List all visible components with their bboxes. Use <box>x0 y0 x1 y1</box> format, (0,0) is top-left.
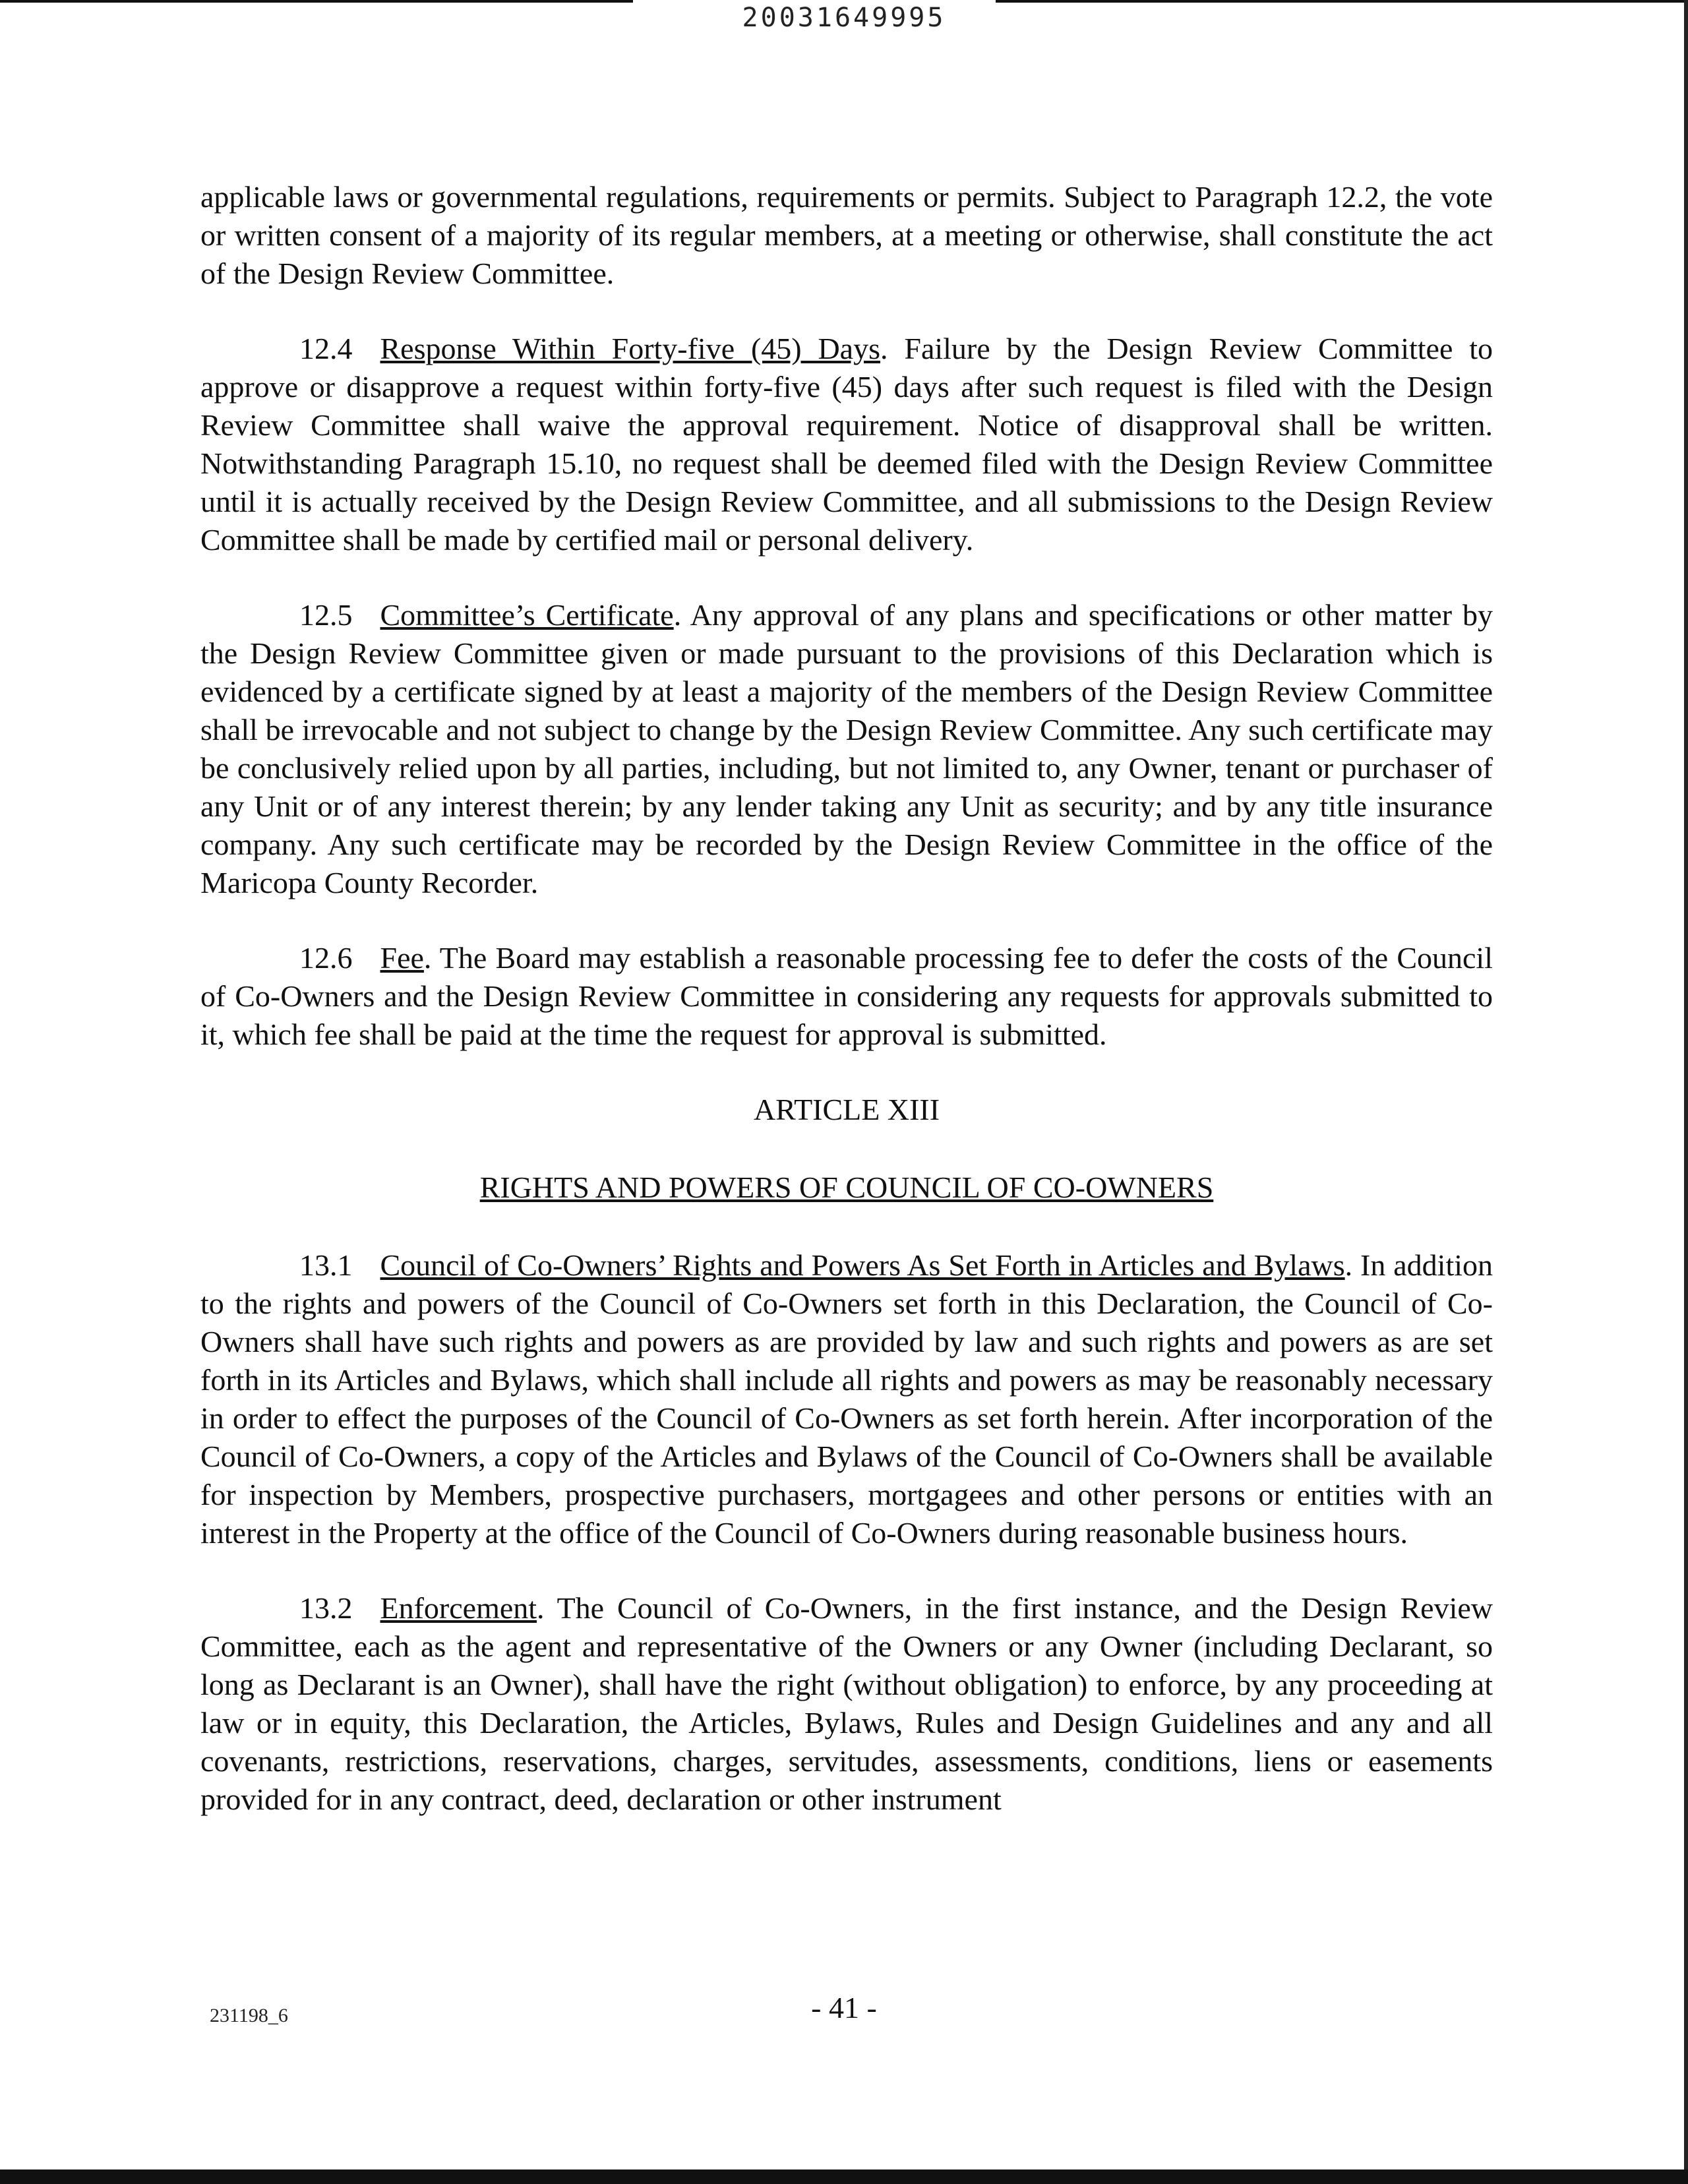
paragraph-12-6 <box>200 939 1493 1054</box>
paragraph-number: 12.5 <box>299 598 353 632</box>
footer-document-code: 231198_6 <box>210 2005 288 2026</box>
article-title: RIGHTS AND POWERS OF COUNCIL OF CO-OWNERS <box>479 1170 1214 1204</box>
paragraph-number: 12.4 <box>299 332 353 365</box>
paragraph-12-5 <box>200 596 1493 902</box>
intro-paragraph: applicable laws or governmental regulations, requirements or permits. Subject to Paragraph 12.2, the vote or written consent of a majority of its regular members, at a meeting or otherwise, shall constitute the act of the Design Review Committee. <box>200 180 1493 290</box>
paragraph-text: . The Board may establish a reasonable processing fee to defer the costs of the Council of Co-Owners and the Design Review Committee in considering any requests for approvals submitted to it, which fee shall be paid at the time the request for approval is submitted. <box>200 941 1493 1051</box>
article-number: ARTICLE XIII <box>753 1093 940 1126</box>
paragraph-heading: Response Within Forty-five (45) Days <box>380 332 881 365</box>
paragraph-12-4 <box>200 330 1493 559</box>
paragraph-text: . The Council of Co-Owners, in the first instance, and the Design Review Committee, each as the agent and representative of the Owners or any Owner (including Declarant, so long as Declarant is an Owner), shall have the right (without obligation) to enforce, by any proceeding at law or in equity, this Declaration, the Articles, Bylaws, Rules and Design Guidelines and any and all covenants, restrictions, reservations, charges, servitudes, assessments, conditions, liens or easements provided for in any contract, deed, declaration or other instrument <box>200 1591 1493 1816</box>
paragraph-text: . Any approval of any plans and specifications or other matter by the Design Review Committee given or made pursuant to the provisions of this Declaration which is evidenced by a certificate signed by at least a majority of the members of the Design Review Committee shall be irrevocable and not subject to change by the Design Review Committee. Any such certificate may be conclusively relied upon by all parties, including, but not limited to, any Owner, tenant or purchaser of any Unit or of any interest therein; by any lender taking any Unit as security; and by any title insurance company. Any such certificate may be recorded by the Design Review Committee in the office of the Maricopa County Recorder. <box>200 598 1493 899</box>
paragraph-heading: Enforcement <box>380 1591 537 1625</box>
scan-border-bottom <box>0 2169 1688 2184</box>
paragraph-text: . Failure by the Design Review Committee to approve or disapprove a request within forty-five (45) days after such request is filed with the Design Review Committee shall waive the approval requirement. Notice of disapproval shall be written. Notwithstanding Paragraph 15.10, no request shall be deemed filed with the Design Review Committee until it is actually received by the Design Review Committee, and all submissions to the Design Review Committee shall be made by certified mail or personal delivery. <box>200 332 1493 557</box>
page-body <box>200 178 1493 1856</box>
paragraph-heading: Council of Co-Owners’ Rights and Powers As Set Forth in Articles and Bylaws <box>380 1248 1345 1282</box>
paragraph-text: . In addition to the rights and powers of the Council of Co-Owners set forth in this Declaration, the Council of Co-Owners shall have such rights and powers as are provided by law and such rights and powers as are set forth in its Articles and Bylaws, which shall include all rights and powers as may be reasonably necessary in order to effect the purposes of the Council of Co-Owners as set forth herein. After incorporation of the Council of Co-Owners, a copy of the Articles and Bylaws of the Council of Co-Owners shall be available for inspection by Members, prospective purchasers, mortgagees and other persons or entities with an interest in the Property at the office of the Council of Co-Owners during reasonable business hours. <box>200 1248 1493 1550</box>
paragraph-heading: Committee’s Certificate <box>380 598 674 632</box>
paragraph-13-1 <box>200 1246 1493 1552</box>
paragraph-number: 13.2 <box>299 1591 353 1625</box>
paragraph-number: 13.1 <box>299 1248 353 1282</box>
document-id: 20031649995 <box>742 3 946 33</box>
paragraph-13-2 <box>200 1589 1493 1819</box>
paragraph-heading: Fee <box>380 941 424 975</box>
footer-page-number: - 41 - <box>811 1991 877 2024</box>
scan-border-right <box>1684 0 1688 2184</box>
paragraph-number: 12.6 <box>299 941 353 975</box>
